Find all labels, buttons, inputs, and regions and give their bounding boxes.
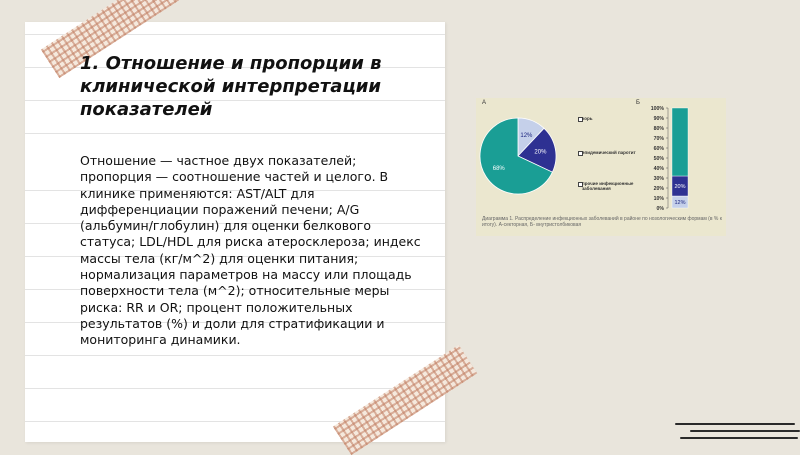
bar-segment-3 bbox=[672, 108, 688, 176]
decorative-stroke-2 bbox=[690, 430, 800, 432]
bar-y-tick-label: 20% bbox=[653, 185, 664, 192]
bar-y-tick-label: 50% bbox=[653, 155, 664, 162]
bar-y-tick-label: 30% bbox=[653, 175, 664, 182]
bar-y-tick-label: 60% bbox=[653, 145, 664, 152]
stacked-bar-chart bbox=[646, 100, 726, 216]
pie-chart bbox=[478, 114, 568, 204]
diagram-figure bbox=[476, 98, 726, 236]
pie-label-2: 20% bbox=[534, 149, 547, 156]
bar-y-tick-label: 0% bbox=[656, 205, 664, 212]
slide-body-text: Отношение — частное двух показателей; пропорция — соотношение частей и целого. В клинике применяются: AST/ALT для дифференциации поражений печени; A/G (альбумин/глобулин) для оценки белкового статуса; LDL/HDL для риска атеросклероза; индекс массы тела (кг/м^2) для оценки питания; нормализация параметров на массу или площадь поверхности тела (м^2); относительные меры риска: RR и OR; процент положительных результатов (%) и доли для стратификации и мониторинга динамики. bbox=[80, 153, 421, 348]
legend-item-3: прочие инфекционные заболевания bbox=[582, 181, 634, 191]
bar-y-tick-label: 90% bbox=[653, 115, 664, 122]
legend-item-2: эпидемический паротит bbox=[582, 150, 636, 155]
pie-label-3: 68% bbox=[492, 166, 505, 173]
slide-title: 1. Отношение и пропорции в клинической интерпретации показателей bbox=[80, 53, 382, 120]
panel-a-label: А bbox=[482, 100, 487, 106]
bar-segment-label-1: 12% bbox=[674, 200, 686, 206]
bar-y-tick-label: 80% bbox=[653, 125, 664, 132]
panel-b-label: Б bbox=[636, 100, 640, 106]
pie-label-1: 12% bbox=[520, 132, 533, 139]
decorative-stroke-3 bbox=[680, 437, 798, 439]
decorative-stroke-1 bbox=[675, 423, 795, 425]
legend-item-1: корь bbox=[582, 116, 593, 121]
bar-y-tick-label: 40% bbox=[653, 165, 664, 172]
bar-y-tick-label: 10% bbox=[653, 195, 664, 202]
bar-y-tick-label: 100% bbox=[650, 105, 664, 112]
bar-segment-label-2: 20% bbox=[674, 184, 686, 190]
figure-caption: Диаграмма 1. Распределение инфекционных заболеваний в районе по нозологическим формам (в % к итогу). А-секторная, Б- внутристолбиковая bbox=[482, 216, 722, 228]
bar-y-tick-label: 70% bbox=[653, 135, 664, 142]
